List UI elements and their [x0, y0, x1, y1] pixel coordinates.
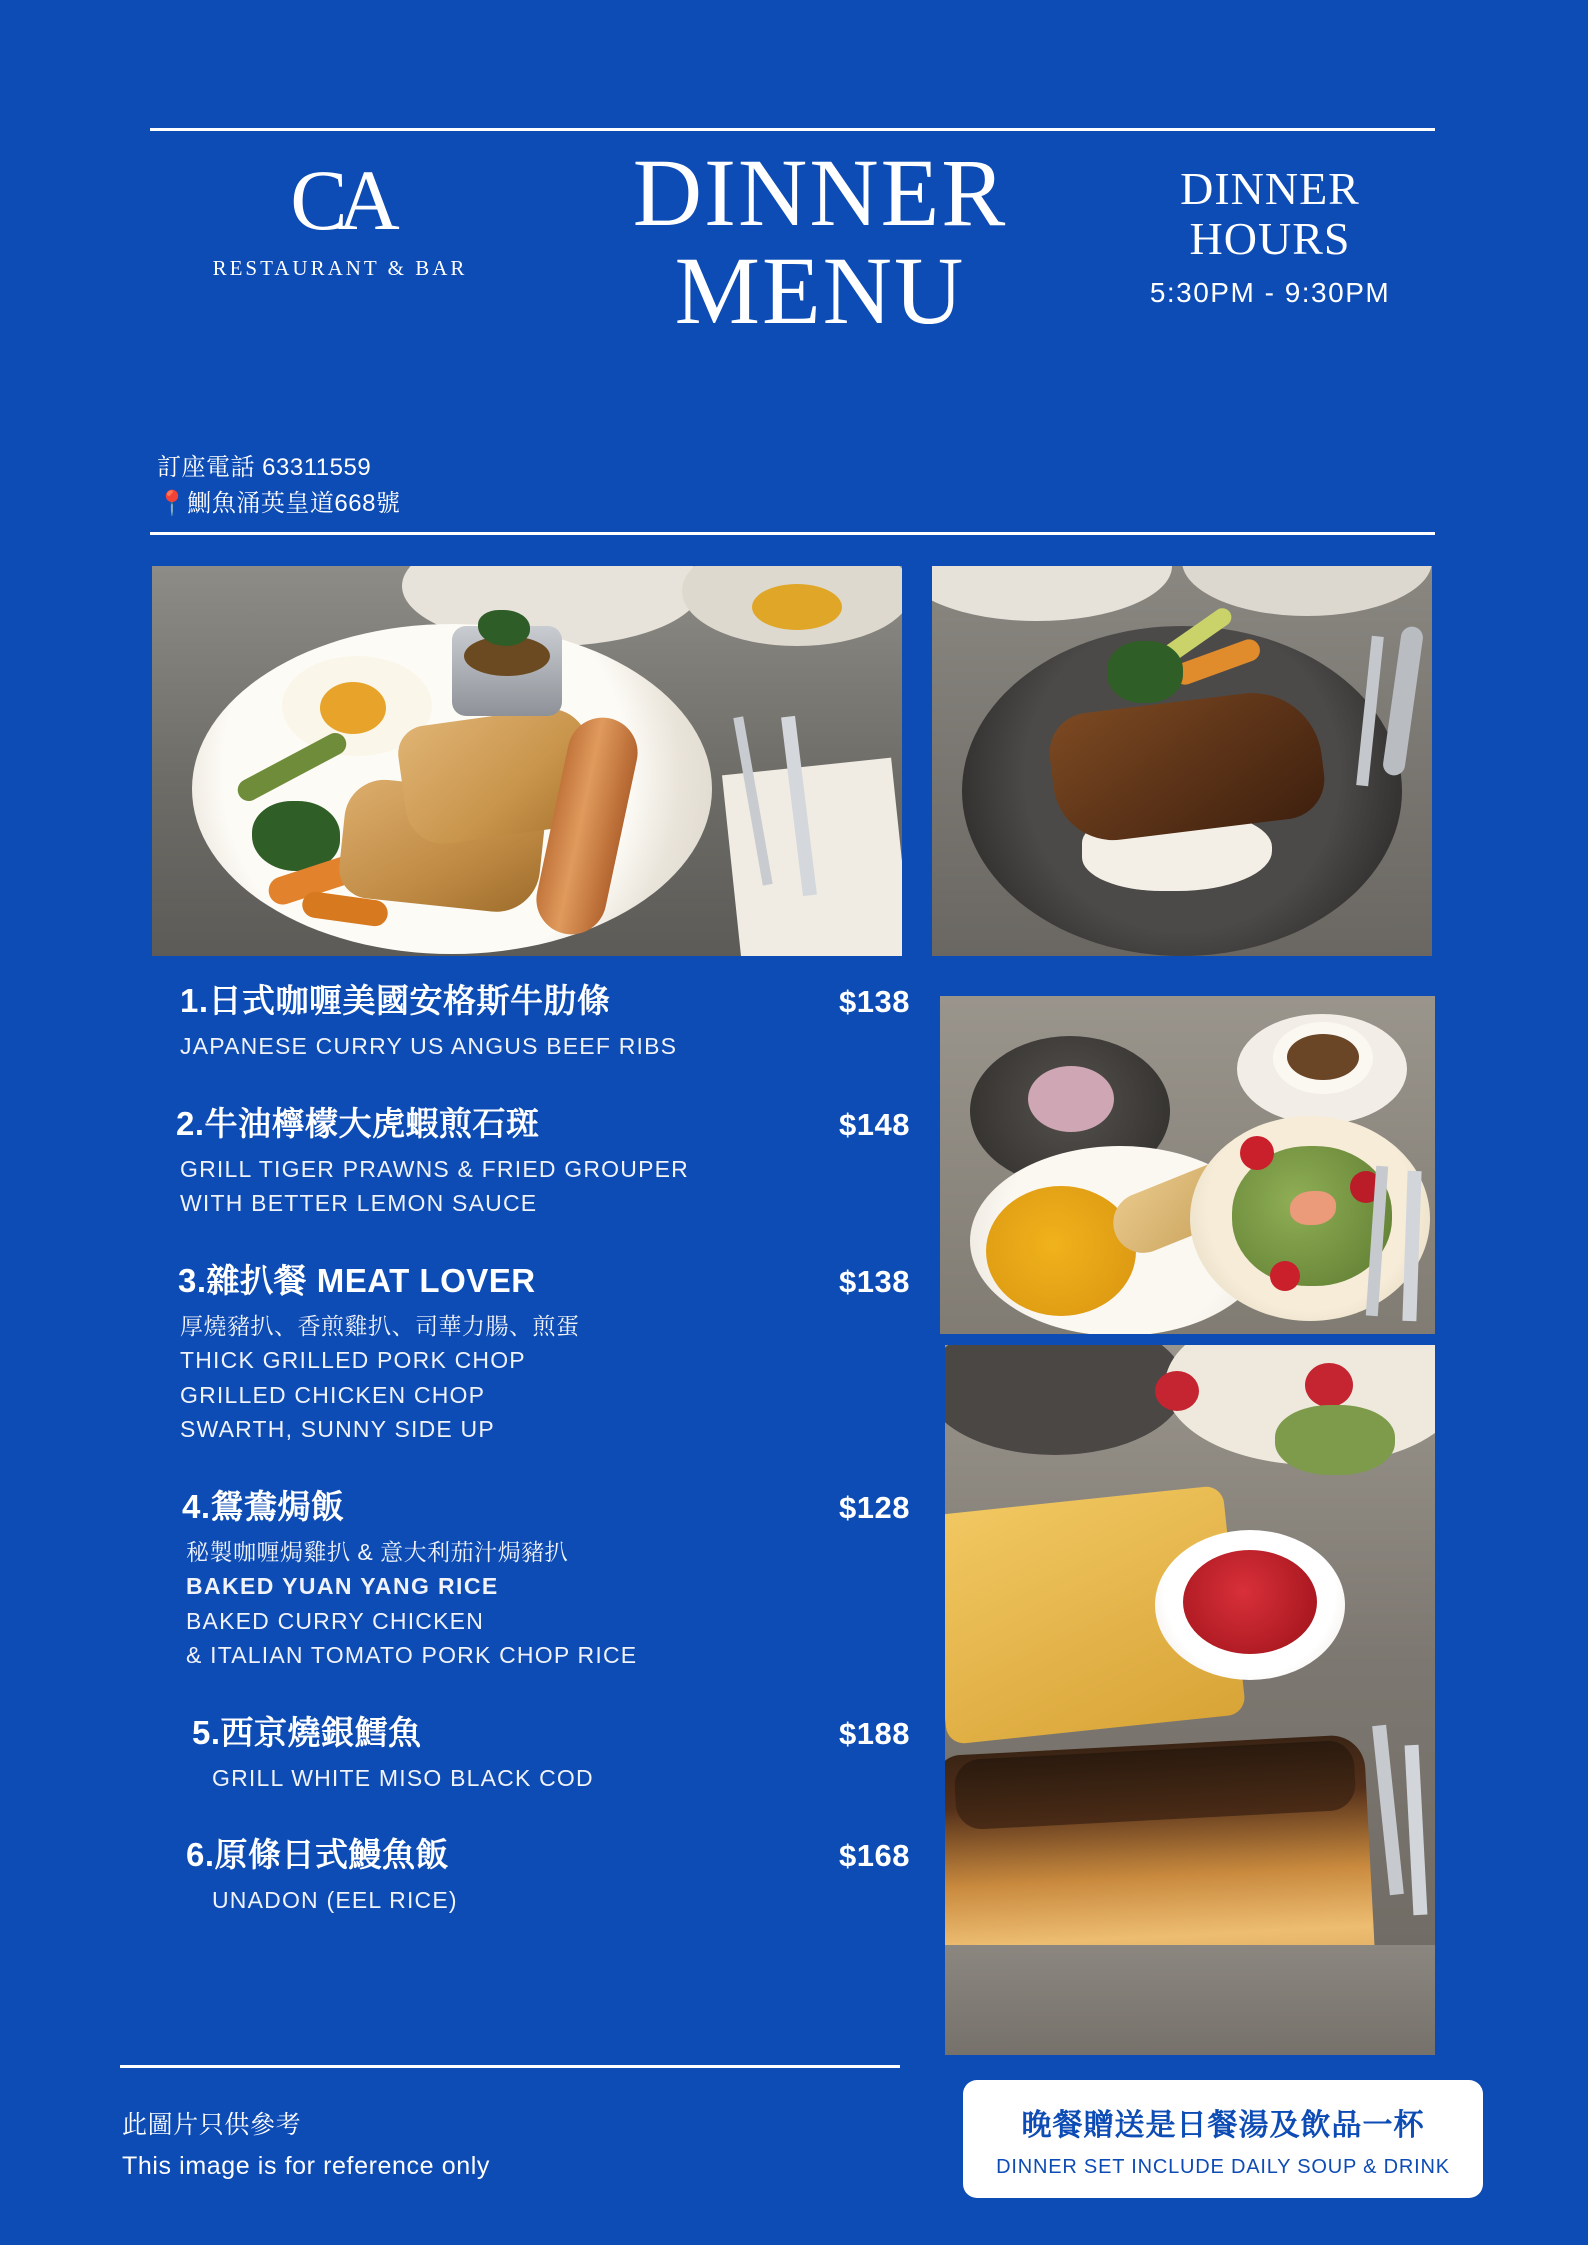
- hours-label-line1: DINNER: [1180, 163, 1360, 214]
- menu-item: [150, 975, 910, 1064]
- item-price: $148: [839, 1106, 910, 1142]
- dinner-hours-block: [1105, 164, 1435, 309]
- item-number: 2.: [176, 1104, 205, 1142]
- logo-subtitle: RESTAURANT & BAR: [212, 255, 468, 280]
- item-number: 6.: [186, 1836, 215, 1873]
- item-name-zh: 牛油檸檬大虎蝦煎石斑: [204, 1104, 540, 1142]
- menu-items-list: [150, 975, 910, 1952]
- page-title-line1: DINNER: [632, 139, 1008, 246]
- menu-item: [150, 1829, 910, 1918]
- footnote-zh: 此圖片只供參考: [122, 2111, 302, 2139]
- item-desc-line: THICK GRILLED PORK CHOP: [180, 1347, 526, 1373]
- menu-item: [150, 1707, 910, 1796]
- contact-phone: 訂座電話 63311559: [157, 454, 372, 481]
- item-desc-line: BAKED YUAN YANG RICE: [186, 1573, 499, 1599]
- item-desc-line: BAKED CURRY CHICKEN: [186, 1607, 485, 1634]
- item-name-zh: 原條日式鰻魚飯: [214, 1836, 450, 1873]
- promo-text-en: DINNER SET INCLUDE DAILY SOUP & DRINK: [996, 2156, 1450, 2178]
- grilled-duck-rice-photo: [932, 566, 1432, 956]
- item-price: $138: [839, 984, 910, 1019]
- item-desc-line: & ITALIAN TOMATO PORK CHOP RICE: [186, 1642, 638, 1668]
- menu-item: [150, 1481, 910, 1673]
- menu-header: [150, 139, 1435, 380]
- item-desc-line: UNADON (EEL RICE): [212, 1887, 458, 1913]
- item-desc-line: GRILL WHITE MISO BLACK COD: [212, 1764, 594, 1791]
- item-name-zh: 雜扒餐 MEAT LOVER: [206, 1261, 536, 1299]
- item-number: 5.: [192, 1713, 221, 1751]
- item-name-zh: 鴛鴦焗飯: [210, 1487, 345, 1525]
- item-price: $188: [839, 1715, 910, 1751]
- item-desc-line: GRILLED CHICKEN CHOP: [180, 1381, 486, 1408]
- contact-address: 📍鰂魚涌英皇道668號: [157, 490, 401, 517]
- item-desc-line: GRILL TIGER PRAWNS & FRIED GROUPER: [180, 1155, 689, 1182]
- header-divider: [150, 532, 1435, 535]
- hours-label-line2: HOURS: [1189, 212, 1351, 264]
- item-number: 3.: [178, 1261, 207, 1299]
- item-price: $138: [839, 1263, 910, 1299]
- reference-footnote: [122, 2105, 490, 2188]
- menu-item: [150, 1098, 910, 1221]
- top-divider: [150, 128, 1435, 131]
- item-number: 4.: [182, 1487, 211, 1525]
- item-price: $128: [839, 1489, 910, 1525]
- contact-info: [157, 450, 400, 522]
- promo-badge: [963, 2080, 1483, 2198]
- hours-value: 5:30PM - 9:30PM: [1149, 277, 1391, 309]
- footer-divider: [120, 2065, 900, 2068]
- logo-monogram: CA: [290, 152, 390, 248]
- item-number: 1.: [180, 982, 209, 1019]
- page-title-line2: MENU: [674, 236, 966, 344]
- item-desc-line: WITH BETTER LEMON SAUCE: [180, 1190, 538, 1216]
- item-desc-line: 秘製咖喱焗雞扒 & 意大利茄汁焗豬扒: [186, 1538, 569, 1565]
- item-name-zh: 日式咖喱美國安格斯牛肋條: [208, 982, 611, 1019]
- black-cod-and-fries-photo: [945, 1345, 1435, 2055]
- menu-item: [150, 1255, 910, 1447]
- mixed-grill-plate-photo: [152, 566, 902, 956]
- salad-and-soup-photo: [940, 996, 1435, 1334]
- item-name-zh: 西京燒銀鱈魚: [220, 1713, 422, 1751]
- restaurant-logo: [195, 152, 485, 281]
- item-desc-line: SWARTH, SUNNY SIDE UP: [180, 1416, 495, 1442]
- page-title: [540, 139, 1100, 344]
- item-price: $168: [839, 1838, 910, 1873]
- footnote-en: This image is for reference only: [122, 2152, 490, 2181]
- promo-text-zh: 晚餐贈送是日餐湯及飲品一杯: [1021, 2109, 1425, 2142]
- item-desc-line: JAPANESE CURRY US ANGUS BEEF RIBS: [180, 1033, 678, 1059]
- item-desc-line: 厚燒豬扒、香煎雞扒、司華力腸、煎蛋: [180, 1312, 580, 1339]
